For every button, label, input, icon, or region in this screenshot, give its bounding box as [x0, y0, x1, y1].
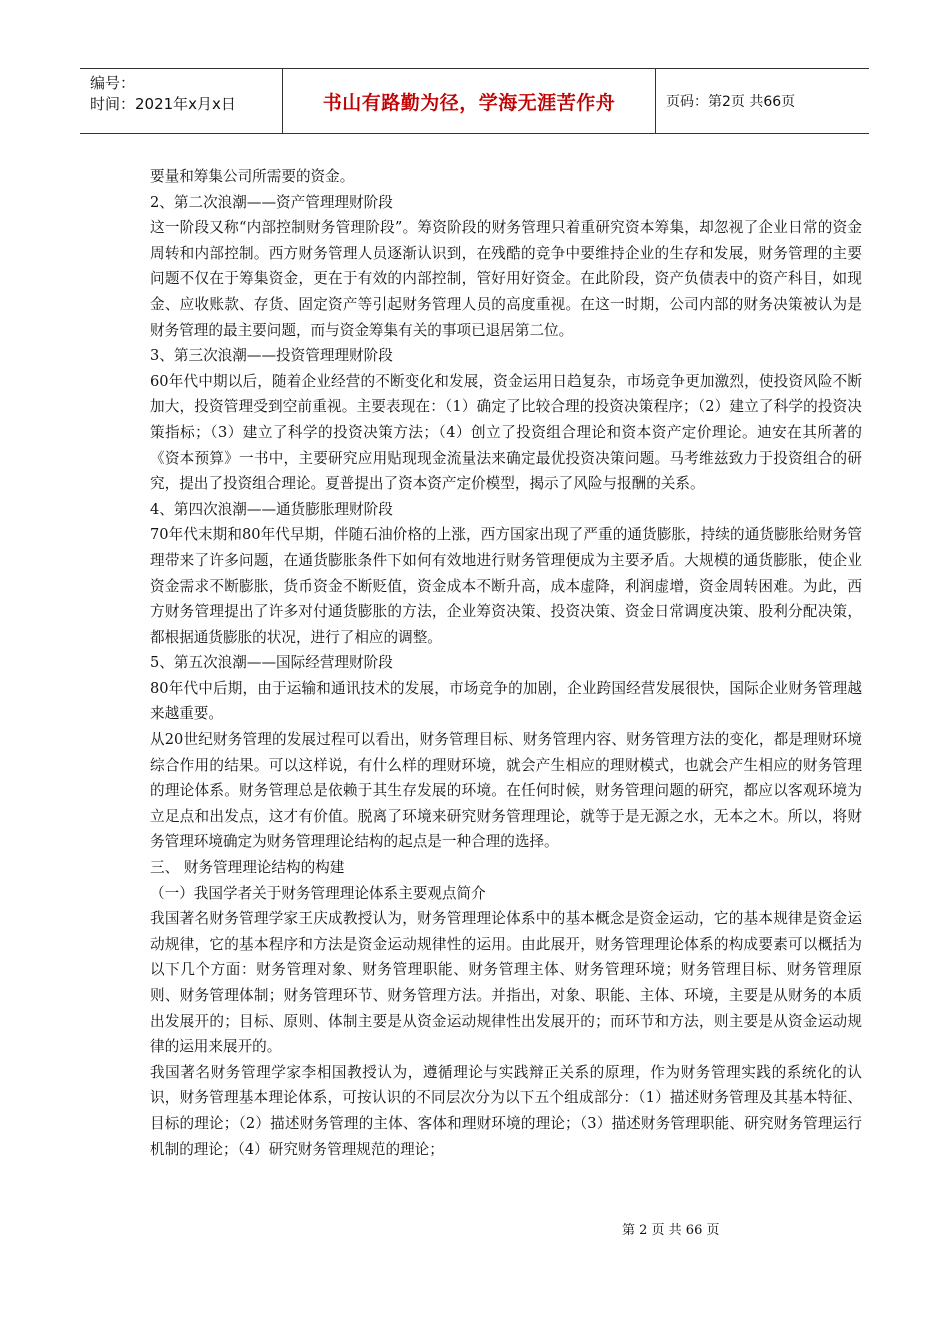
header-page-info: 页码：第2页 共66页	[666, 94, 796, 110]
document-code-label: 编号：	[90, 74, 136, 92]
section-heading: 3、第三次浪潮——投资管理理财阶段	[150, 347, 393, 365]
header-meta	[80, 69, 283, 133]
section-heading: 5、第五次浪潮——国际经营理财阶段	[150, 654, 393, 672]
section-heading: 2、第二次浪潮——资产管理理财阶段	[150, 193, 393, 211]
paragraph: 这一阶段又称“内部控制财务管理阶段”。筹资阶段的财务管理只着重研究资本筹集，却忽视了企业日常的资金周转和内部控制。西方财务管理人员逐渐认识到，在残酷的竞争中要维持企业的生存和发展，财务管理的主要问题不仅在于筹集资金，更在于有效的内部控制，管好用好资金。在此阶段，资产负债表中的资产科目，如现金、应收账款、存货、固定资产等引起财务管理人员的高度重视。在这一时期，公司内部的财务决策被认为是财务管理的最主要问题，而与资金筹集有关的事项已退居第二位。	[150, 219, 862, 339]
paragraph: 我国著名财务管理学家王庆成教授认为，财务管理理论体系中的基本概念是资金运动，它的基本规律是资金运动规律，它的基本程序和方法是资金运动规律性的运用。由此展开，财务管理理论体系的构成要素可以概括为以下几个方面：财务管理对象、财务管理职能、财务管理主体、财务管理环境；财务管理目标、财务管理原则、财务管理体制；财务管理环节、财务管理方法。并指出，对象、职能、主体、环境，主要是从财务的本质出发展开的；目标、原则、体制主要是从资金运动规律性出发展开的；而环节和方法，则主要是从资金运动规律的运用来展开的。	[150, 910, 862, 1056]
paragraph: 60年代中期以后，随着企业经营的不断变化和发展，资金运用日趋复杂，市场竞争更加激烈，使投资风险不断加大，投资管理受到空前重视。主要表现在：（1）确定了比较合理的投资决策程序；（2）建立了科学的投资决策指标；（3）建立了科学的投资决策方法；（4）创立了投资组合理论和资本资产定价理论。迪安在其所著的《资本预算》一书中，主要研究应用贴现现金流量法来确定最优投资决策问题。马考维兹致力于投资组合的研究，提出了投资组合理论。夏普提出了资本资产定价模型，揭示了风险与报酬的关系。	[150, 372, 862, 493]
document-date-label: 时间：2021年x月x日	[90, 95, 236, 113]
paragraph: 从20世纪财务管理的发展过程可以看出，财务管理目标、财务管理内容、财务管理方法的变化，都是理财环境综合作用的结果。可以这样说，有什么样的理财环境，就会产生相应的理财模式，也就会产生相应的财务管理的理论体系。财务管理总是依赖于其生存发展的环境。在任何时候，财务管理问题的研究，都应以客观环境为立足点和出发点，这才有价值。脱离了环境来研究财务管理理论，就等于是无源之水，无本之木。所以，将财务管理环境确定为财务管理理论结构的起点是一种合理的选择。	[150, 731, 862, 851]
paragraph: 80年代中后期，由于运输和通讯技术的发展，市场竞争的加剧，企业跨国经营发展很快，国际企业财务管理越来越重要。	[150, 679, 862, 723]
paragraph: 70年代末期和80年代早期，伴随石油价格的上涨，西方国家出现了严重的通货膨胀，持续的通货膨胀给财务管理带来了许多问题，在通货膨胀条件下如何有效地进行财务管理便成为主要矛盾。大规模的通货膨胀，使企业资金需求不断膨胀，货币资金不断贬值，资金成本不断升高，成本虚降，利润虚增，资金周转困难。为此，西方财务管理提出了许多对付通货膨胀的方法，企业筹资决策、投资决策、资金日常调度决策、股利分配决策，都根据通货膨胀的状况，进行了相应的调整。	[150, 526, 862, 646]
section-heading: 三、 财务管理理论结构的构建	[150, 859, 345, 877]
header-motto: 书山有路勤为径，学海无涯苦作舟	[283, 69, 656, 133]
page-header	[80, 68, 869, 134]
page-footer: 第 2 页 共 66 页	[622, 1223, 720, 1238]
document-body	[150, 164, 862, 1162]
paragraph: 要量和筹集公司所需要的资金。	[150, 168, 355, 185]
section-heading: 4、第四次浪潮——通货膨胀理财阶段	[150, 500, 393, 518]
paragraph: 我国著名财务管理学家李相国教授认为，遵循理论与实践辩正关系的原理，作为财务管理实践的系统化的认识，财务管理基本理论体系，可按认识的不同层次分为以下五个组成部分：（1）描述财务管理及其基本特征、目标的理论；（2）描述财务管理的主体、客体和理财环境的理论；（3）描述财务管理职能、研究财务管理运行机制的理论；（4）研究财务管理规范的理论；	[150, 1063, 862, 1158]
subsection-heading: （一）我国学者关于财务管理理论体系主要观点简介	[150, 884, 486, 902]
